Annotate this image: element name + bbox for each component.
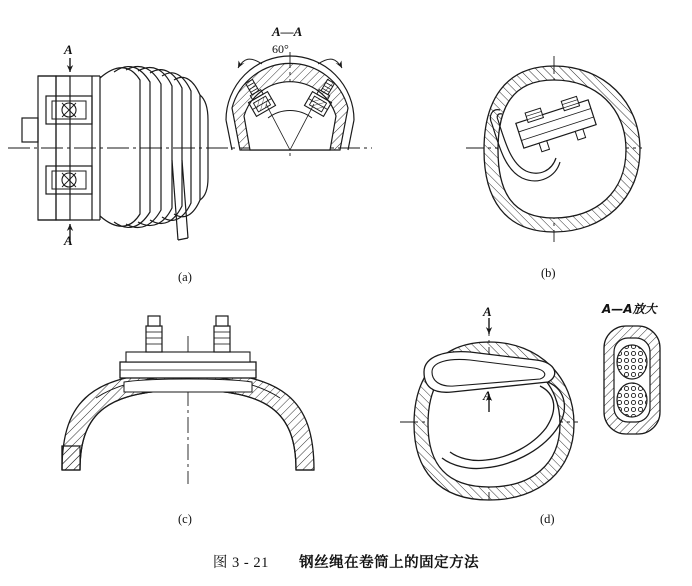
section-mark-d-top: A: [483, 304, 492, 319]
angle-label-60: 60°: [272, 42, 289, 56]
panel-label-b: (b): [541, 266, 556, 280]
panel-a-section-drawing: [226, 44, 354, 160]
detail-title-aa-enlarged: A—A放大: [602, 302, 657, 316]
figure-caption: [0, 551, 692, 572]
panel-label-d: (d): [540, 512, 555, 526]
panel-b-drawing: [466, 56, 642, 242]
section-mark-d-bottom: A: [483, 388, 492, 403]
panel-c-drawing: [62, 316, 314, 484]
panel-d-drawing: [400, 318, 578, 500]
section-mark-a-top: A: [64, 42, 73, 57]
panel-d-detail-drawing: [604, 326, 660, 434]
panel-label-a: (a): [178, 270, 192, 284]
figure-caption-number: 图 3 - 21: [212, 555, 269, 571]
figure-caption-title: 钢丝绳在卷筒上的固定方法: [299, 555, 480, 571]
panel-label-c: (c): [178, 512, 192, 526]
section-view-title-aa: A—A: [272, 24, 303, 39]
section-mark-a-bottom: A: [64, 233, 73, 248]
